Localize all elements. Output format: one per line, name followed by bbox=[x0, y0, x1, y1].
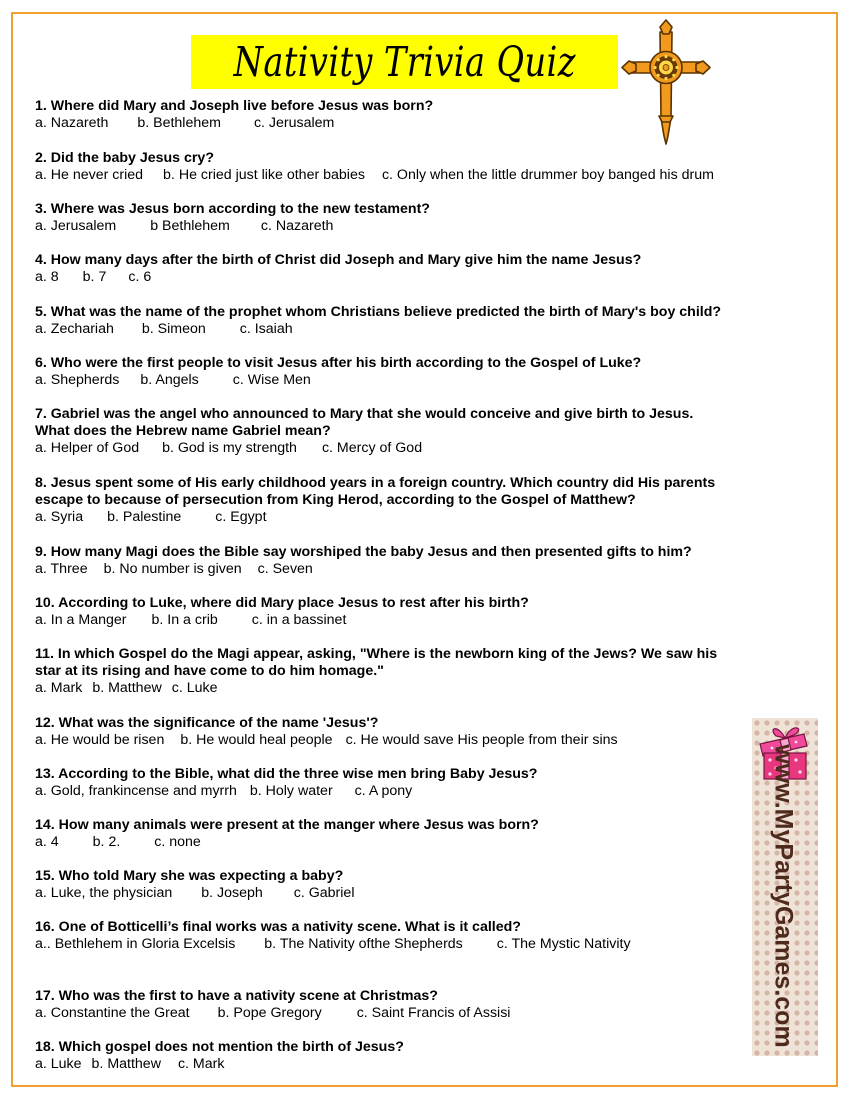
answer-option: b. He would heal people bbox=[180, 732, 333, 748]
question-text-continued: star at its rising and have come to do him homage." bbox=[35, 663, 384, 679]
answer-option: a. In a Manger bbox=[35, 612, 127, 628]
answer-options bbox=[35, 936, 631, 953]
answer-option: b. Matthew bbox=[91, 1056, 161, 1072]
question-text: 13. According to the Bible, what did the three wise men bring Baby Jesus? bbox=[35, 766, 538, 782]
question-text: 6. Who were the first people to visit Jesus after his birth according to the Gospel of Luke? bbox=[35, 355, 642, 371]
answer-option: c. Seven bbox=[257, 561, 313, 577]
answer-option: c. Isaiah bbox=[239, 321, 293, 337]
answer-options bbox=[35, 680, 717, 697]
answer-option: c. Saint Francis of Assisi bbox=[356, 1005, 511, 1021]
answer-options bbox=[35, 1056, 404, 1073]
question-9 bbox=[35, 544, 692, 578]
answer-option: b. No number is given bbox=[103, 561, 242, 577]
answer-options bbox=[35, 1005, 510, 1022]
answer-option: c. Gabriel bbox=[293, 885, 355, 901]
answer-option: c. Luke bbox=[171, 680, 218, 696]
question-4 bbox=[35, 252, 641, 286]
answer-options bbox=[35, 612, 529, 629]
answer-option: a. Gold, frankincense and myrrh bbox=[35, 783, 237, 799]
answer-option: b Bethlehem bbox=[150, 218, 230, 234]
answer-option: a. 8 bbox=[35, 269, 59, 285]
question-text: 5. What was the name of the prophet whom Christians believe predicted the birth of Mary's boy child? bbox=[35, 304, 722, 320]
question-text: 11. In which Gospel do the Magi appear, asking, "Where is the newborn king of the Jews? We saw his bbox=[35, 646, 718, 662]
page-title: Nativity Trivia Quiz bbox=[233, 38, 576, 86]
answer-option: b. He cried just like other babies bbox=[163, 167, 365, 183]
answer-option: c. Wise Men bbox=[232, 372, 311, 388]
answer-option: a. Mark bbox=[35, 680, 83, 696]
question-13 bbox=[35, 766, 537, 800]
question-text: 12. What was the significance of the name 'Jesus'? bbox=[35, 715, 379, 731]
question-2 bbox=[35, 150, 714, 184]
answer-option: c. none bbox=[154, 834, 201, 850]
answer-option: a. Helper of God bbox=[35, 440, 140, 456]
answer-options bbox=[35, 269, 641, 286]
answer-option: c. A pony bbox=[354, 783, 413, 799]
answer-option: a. He never cried bbox=[35, 167, 144, 183]
question-12 bbox=[35, 715, 618, 749]
question-14 bbox=[35, 817, 539, 851]
answer-option: b. Matthew bbox=[92, 680, 162, 696]
question-text-continued: What does the Hebrew name Gabriel mean? bbox=[35, 423, 331, 439]
answer-option: a. Nazareth bbox=[35, 115, 109, 131]
answer-option: b. Holy water bbox=[249, 783, 333, 799]
question-text: 7. Gabriel was the angel who announced to Mary that she would conceive and give birth to Jesus. bbox=[35, 406, 694, 422]
question-8 bbox=[35, 475, 715, 526]
answer-option: a. Luke, the physician bbox=[35, 885, 173, 901]
question-5 bbox=[35, 304, 721, 338]
website-url: www.MyPartyGames.com bbox=[769, 744, 798, 1048]
answer-option: a. Constantine the Great bbox=[35, 1005, 190, 1021]
question-text: 17. Who was the first to have a nativity scene at Christmas? bbox=[35, 988, 438, 1004]
answer-options bbox=[35, 834, 539, 851]
question-text: 4. How many days after the birth of Christ did Joseph and Mary give him the name Jesus? bbox=[35, 252, 642, 268]
answer-options bbox=[35, 321, 721, 338]
answer-options bbox=[35, 783, 537, 800]
answer-options bbox=[35, 885, 354, 902]
question-10 bbox=[35, 595, 529, 629]
answer-options bbox=[35, 440, 693, 457]
question-7 bbox=[35, 406, 693, 457]
question-text: 1. Where did Mary and Joseph live before Jesus was born? bbox=[35, 98, 434, 114]
answer-option: b. God is my strength bbox=[162, 440, 297, 456]
question-text: 14. How many animals were present at the manger where Jesus was born? bbox=[35, 817, 539, 833]
question-16 bbox=[35, 919, 631, 953]
answer-option: c. Nazareth bbox=[260, 218, 334, 234]
answer-option: a. Jerusalem bbox=[35, 218, 117, 234]
answer-options bbox=[35, 218, 430, 235]
answer-option: a. Shepherds bbox=[35, 372, 120, 388]
answer-option: a.. Bethlehem in Gloria Excelsis bbox=[35, 936, 236, 952]
question-17 bbox=[35, 988, 510, 1022]
ornate-cross-icon bbox=[620, 18, 712, 148]
question-15 bbox=[35, 868, 354, 902]
answer-options bbox=[35, 561, 692, 578]
answer-options bbox=[35, 167, 714, 184]
answer-options bbox=[35, 509, 715, 526]
question-1 bbox=[35, 98, 433, 132]
answer-option: c. Mercy of God bbox=[321, 440, 423, 456]
question-text: 15. Who told Mary she was expecting a baby? bbox=[35, 868, 344, 884]
answer-option: c. 6 bbox=[128, 269, 152, 285]
title-banner bbox=[191, 35, 618, 89]
answer-option: c. Only when the little drummer boy banged his drum bbox=[381, 167, 714, 183]
answer-option: b. 2. bbox=[92, 834, 121, 850]
question-text: 3. Where was Jesus born according to the new testament? bbox=[35, 201, 430, 217]
answer-option: b. Simeon bbox=[141, 321, 206, 337]
answer-option: b. Joseph bbox=[201, 885, 263, 901]
answer-options bbox=[35, 732, 618, 749]
answer-option: b. Palestine bbox=[107, 509, 182, 525]
answer-options bbox=[35, 372, 641, 389]
answer-option: a. 4 bbox=[35, 834, 59, 850]
question-3 bbox=[35, 201, 430, 235]
question-18 bbox=[35, 1039, 404, 1073]
answer-option: a. Syria bbox=[35, 509, 84, 525]
question-11 bbox=[35, 646, 717, 697]
answer-option: b. Pope Gregory bbox=[217, 1005, 322, 1021]
answer-option: a. Zechariah bbox=[35, 321, 114, 337]
question-text: 9. How many Magi does the Bible say worshiped the baby Jesus and then presented gifts to him? bbox=[35, 544, 692, 560]
answer-option: c. The Mystic Nativity bbox=[496, 936, 631, 952]
answer-options bbox=[35, 115, 433, 132]
answer-option: c. He would save His people from their sins bbox=[345, 732, 618, 748]
answer-option: a. Three bbox=[35, 561, 88, 577]
answer-option: b. The Nativity ofthe Shepherds bbox=[264, 936, 463, 952]
answer-option: c. Jerusalem bbox=[253, 115, 335, 131]
question-text: 2. Did the baby Jesus cry? bbox=[35, 150, 214, 166]
answer-option: c. Mark bbox=[177, 1056, 225, 1072]
question-text: 10. According to Luke, where did Mary place Jesus to rest after his birth? bbox=[35, 595, 529, 611]
answer-option: b. 7 bbox=[82, 269, 107, 285]
answer-option: a. He would be risen bbox=[35, 732, 165, 748]
answer-option: c. in a bassinet bbox=[251, 612, 347, 628]
question-text: 8. Jesus spent some of His early childhood years in a foreign country. Which country did His parents bbox=[35, 475, 716, 491]
answer-option: a. Luke bbox=[35, 1056, 82, 1072]
question-text-continued: escape to because of persecution from King Herod, according to the Gospel of Matthew? bbox=[35, 492, 636, 508]
answer-option: c. Egypt bbox=[215, 509, 267, 525]
answer-option: b. Angels bbox=[140, 372, 199, 388]
question-text: 18. Which gospel does not mention the birth of Jesus? bbox=[35, 1039, 404, 1055]
answer-option: b. In a crib bbox=[151, 612, 218, 628]
question-6 bbox=[35, 355, 641, 389]
answer-option: b. Bethlehem bbox=[137, 115, 221, 131]
question-text: 16. One of Botticelli’s final works was a nativity scene. What is it called? bbox=[35, 919, 521, 935]
